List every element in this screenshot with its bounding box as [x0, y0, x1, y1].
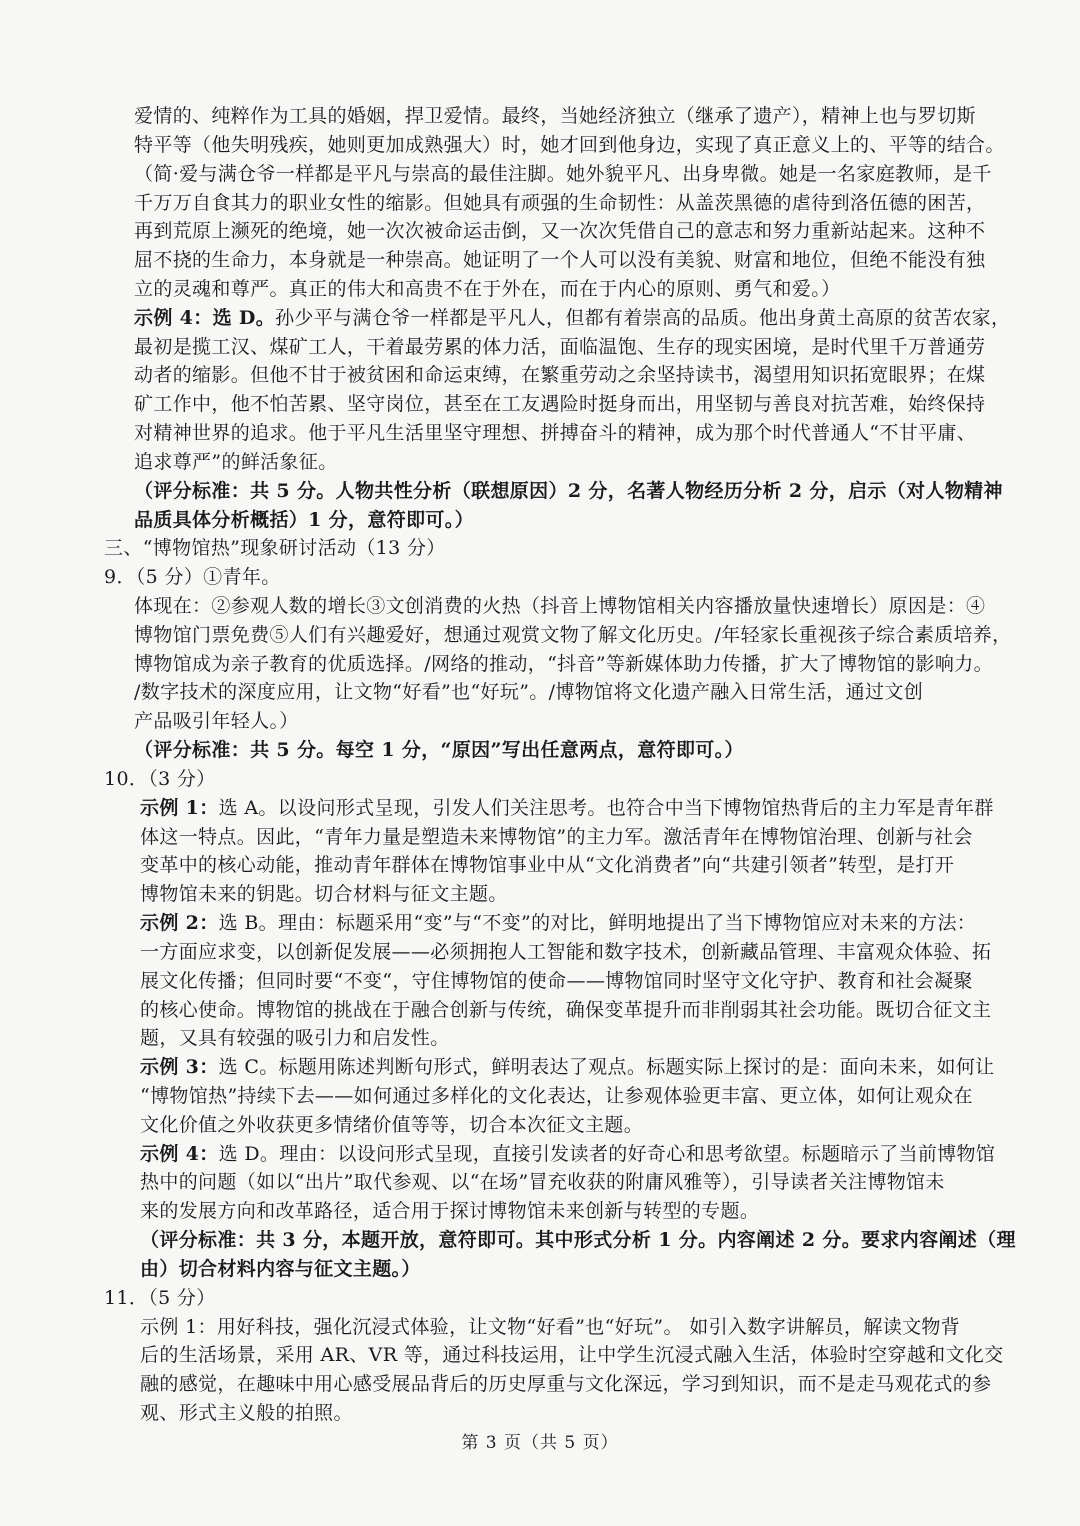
text-line: 来的发展方向和改革路径，适合用于探讨博物馆未来创新与转型的专题。 [140, 1200, 760, 1223]
text-line: 后的生活场景，采用 AR、VR 等，通过科技运用，让中学生沉浸式融入生活，体验时空穿越和文化交 [140, 1344, 1004, 1367]
text-line: 再到荒原上濒死的绝境，她一次次被命运击倒，又一次次凭借自己的意志和努力重新站起来。这种不 [134, 220, 986, 243]
scoring-criteria: （评分标准：共 3 分，本题开放，意符即可。其中形式分析 1 分。内容阐述 2 分。要求内容阐述（理 [140, 1229, 1016, 1252]
example-label: 示例 1： [140, 796, 219, 819]
text-line: 特平等（他失明残疾，她则更加成熟强大）时，她才回到他身边，实现了真正意义上的、平等的结合。 [134, 133, 1005, 156]
text-line: 体现在：②参观人数的增长③文创消费的火热（抖音上博物馆相关内容播放量快速增长）原因是：④ [134, 595, 986, 617]
text-line: 文化价值之外收获更多情绪价值等等，切合本次征文主题。 [140, 1113, 644, 1136]
text-line: 体这一特点。因此，“青年力量是塑造未来博物馆”的主力军。激活青年在博物馆治理、创新与社会 [140, 825, 973, 848]
text-line: 最初是揽工汉、煤矿工人，干着最劳累的体力活，面临温饱、生存的现实困境，是时代里千万普通劳 [134, 335, 986, 358]
text-line: 变革中的核心动能，推动青年群体在博物馆事业中从“文化消费者”向“共建引领者”转型，是打开 [140, 854, 955, 877]
page-footer: 第 3 页（共 5 页） [461, 1433, 619, 1453]
text-line: 示例 1：用好科技，强化沉浸式体验，让文物“好看”也“好玩”。 如引入数字讲解员，解读文物背 [140, 1315, 961, 1338]
example-text: 选 C。标题用陈述判断句形式，鲜明表达了观点。标题实际上探讨的是：面向未来，如何让 [218, 1056, 995, 1079]
text-line: 观、形式主义般的拍照。 [140, 1402, 353, 1424]
example-text: 选 A。以设问形式呈现，引发人们关注思考。也符合中当下博物馆热背后的主力军是青年群 [218, 796, 994, 819]
text-line: 热中的问题（如以“出片”取代参观、以“在场”冒充收获的附庸风雅等），引导读者关注博物馆未 [140, 1171, 945, 1194]
text-line: “博物馆热”持续下去——如何通过多样化的文化表达，让参观体验更丰富、更立体，如何让观众在 [140, 1085, 973, 1107]
example-text: 选 D。理由：以设问形式呈现，直接引发读者的好奇心和思考欲望。标题暗示了当前博物馆 [218, 1142, 996, 1165]
text-line: 千万万自食其力的职业女性的缩影。但她具有顽强的生命韧性：从盖茨黑德的虐待到洛伍德的困苦， [134, 191, 986, 214]
question-number: 11．（5 分） [104, 1286, 216, 1309]
text-line: 产品吸引年轻人。） [134, 710, 299, 733]
example-line [140, 1141, 995, 1167]
text-line: 追求尊严”的鲜活象征。 [134, 450, 338, 473]
example-line [140, 910, 976, 936]
example-line [134, 305, 1010, 331]
text-line: 矿工作中，他不怕苦累、坚守岗位，甚至在工友遇险时挺身而出，用坚韧与善良对抗苦难，始终保持 [134, 393, 986, 416]
example-label: 示例 3： [140, 1056, 219, 1079]
text-line: 立的灵魂和尊严。真正的伟大和高贵不在于外在，而在于内心的原则、勇气和爱。） [134, 277, 841, 300]
text-line: 屈不挠的生命力，本身就是一种崇高。她证明了一个人可以没有美貌、财富和地位，但绝不能没有独 [134, 249, 986, 272]
text-line: 对精神世界的追求。他于平凡生活里坚守理想、拼搏奋斗的精神，成为那个时代普通人“不甘平庸、 [134, 422, 977, 444]
text-line: 的核心使命。博物馆的挑战在于融合创新与传统，确保变革提升而非削弱其社会功能。既切合征文主 [140, 998, 992, 1021]
text-line: 展文化传播；但同时要“不变“，守住博物馆的使命——博物馆同时坚守文化守护、教育和社会凝聚 [140, 969, 973, 992]
example-label: 示例 2： [140, 912, 219, 934]
text-line: 一方面应求变，以创新促发展——必须拥抱人工智能和数字技术，创新藏品管理、丰富观众体验、拓 [140, 940, 992, 963]
scoring-criteria: （评分标准：共 5 分。人物共性分析（联想原因）2 分，名著人物经历分析 2 分，启示（对人物精神 [134, 479, 1003, 502]
text-line: 博物馆未来的钥匙。切合材料与征文主题。 [140, 883, 508, 906]
example-label: 示例 4：选 D。 [134, 306, 276, 329]
example-text: 孙少平与满仓爷一样都是平凡人，但都有着崇高的品质。他出身黄土高原的贫苦农家， [275, 306, 1011, 329]
example-label: 示例 4： [140, 1142, 219, 1165]
text-line: 博物馆门票免费⑤人们有兴趣爱好，想通过观赏文物了解文化历史。/年轻家长重视孩子综合素质培养， [134, 623, 1012, 646]
text-line: 题，又具有较强的吸引力和启发性。 [140, 1027, 450, 1050]
question-number: 10．（3 分） [104, 767, 216, 790]
text-line: 博物馆成为亲子教育的优质选择。/网络的推动，“抖音”等新媒体助力传播，扩大了博物馆的影响力。 [134, 652, 993, 675]
text-line: （简·爱与满仓爷一样都是平凡与崇高的最佳注脚。她外貌平凡、出身卑微。她是一名家庭教师，是千 [134, 162, 992, 185]
text-line: 动者的缩影。但他不甘于被贫困和命运束缚，在繁重劳动之余坚持读书，渴望用知识拓宽眼界；在煤 [134, 364, 986, 387]
scoring-criteria: 品质具体分析概括）1 分，意符即可。） [134, 508, 474, 531]
scoring-criteria: （评分标准：共 5 分。每空 1 分，“原因”写出任意两点，意符即可。） [134, 739, 744, 762]
section-heading: 三、“博物馆热”现象研讨活动（13 分） [104, 537, 446, 560]
text-line: 融的感觉，在趣味中用心感受展品背后的历史厚重与文化深远，学习到知识，而不是走马观花式的参 [140, 1373, 992, 1396]
text-line: /数字技术的深度应用，让文物“好看”也“好玩”。/博物馆将文化遗产融入日常生活，通过文创 [134, 681, 924, 704]
text-line: 爱情的、纯粹作为工具的婚姻，捍卫爱情。最终，当她经济独立（继承了遗产），精神上也与罗切斯 [134, 105, 976, 127]
example-line [140, 795, 994, 821]
example-line [140, 1054, 995, 1080]
question-number: 9．（5 分）①青年。 [104, 566, 281, 589]
example-text: 选 B。理由：标题采用“变”与“不变”的对比，鲜明地提出了当下博物馆应对未来的方法： [218, 912, 977, 934]
scoring-criteria: 由）切合材料内容与征文主题。） [140, 1257, 421, 1280]
